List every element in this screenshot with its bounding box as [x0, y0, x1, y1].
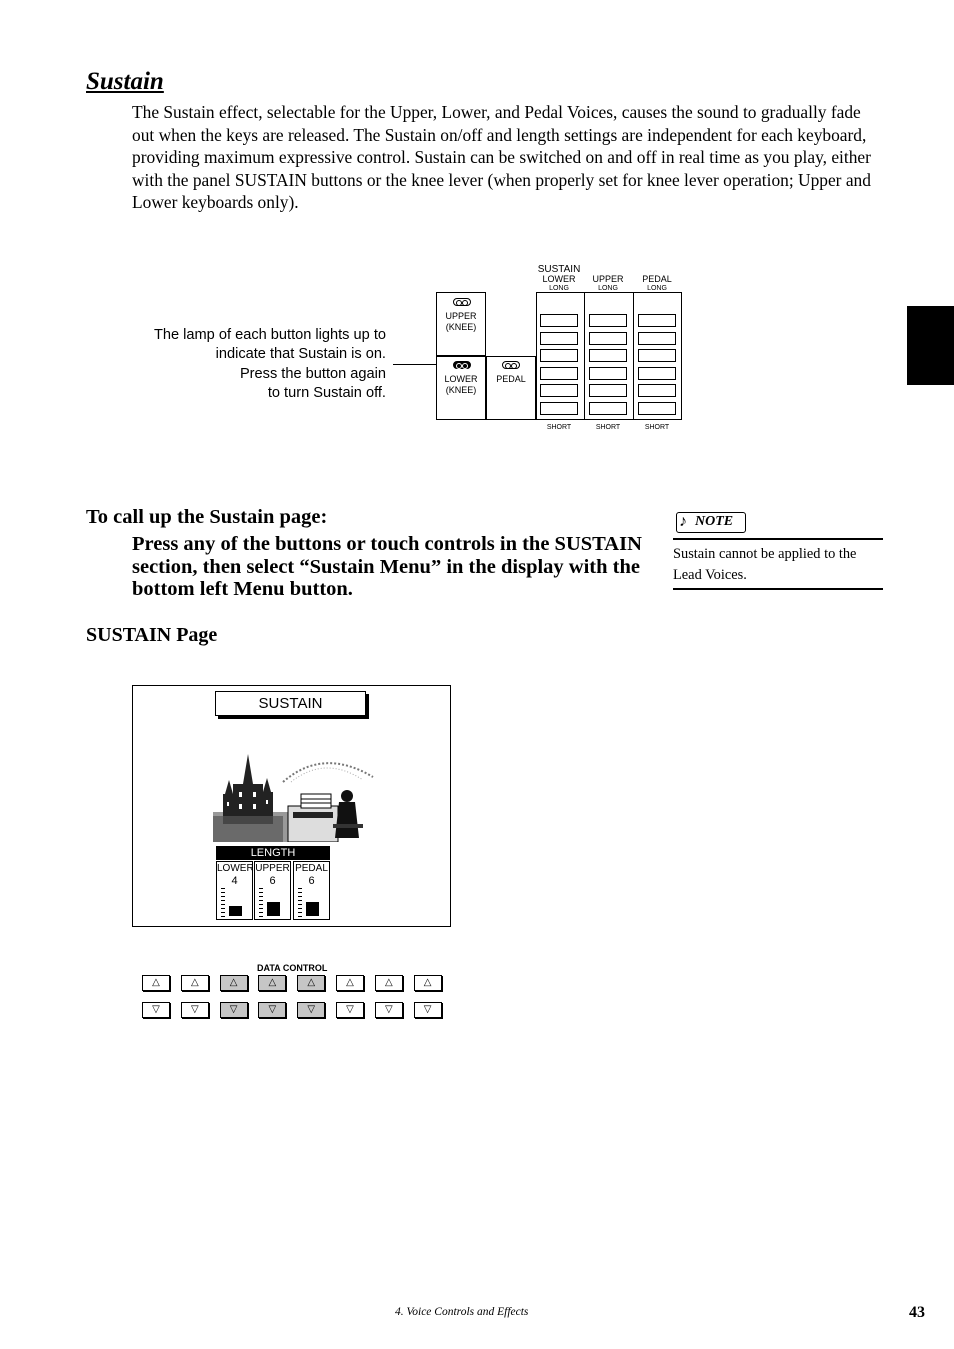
callout-line-4: to turn Sustain off. [267, 385, 386, 402]
meter-scale [298, 888, 302, 918]
callout-line-2: indicate that Sustain is on. [215, 346, 386, 363]
upper-meter-fill [267, 902, 280, 916]
upper-length-slot[interactable] [589, 314, 627, 327]
note-label: NOTE [695, 514, 734, 529]
data-control-up-button-6[interactable]: △ [336, 975, 364, 991]
data-control-down-button-1[interactable]: ▽ [142, 1002, 170, 1018]
pedal-length-meter[interactable] [293, 861, 330, 920]
upper-lamp-icon [453, 298, 471, 306]
upper-meter-value: 6 [269, 875, 276, 887]
meter-scale [221, 888, 225, 918]
lower-knee-label-1: LOWER [444, 374, 478, 384]
step-heading: To call up the Sustain page: [86, 506, 328, 528]
music-note-icon: ♪ [679, 513, 687, 530]
lower-column-name: LOWER [542, 274, 576, 284]
upper-length-slot[interactable] [589, 367, 627, 380]
panel-spacer [486, 292, 536, 356]
lower-length-slot[interactable] [540, 332, 578, 345]
pedal-long-label: LONG [647, 285, 667, 292]
data-control-up-button-7[interactable]: △ [375, 975, 403, 991]
callout-line-1: The lamp of each button lights up to [153, 327, 386, 343]
pedal-short-label: SHORT [644, 424, 670, 431]
section-title: Sustain [86, 68, 164, 95]
lower-meter-value: 4 [231, 875, 238, 887]
pedal-meter-value: 6 [308, 875, 315, 887]
note-text: Sustain cannot be applied to the Lead Voices. [673, 546, 857, 583]
lower-long-label: LONG [549, 285, 569, 292]
lower-meter-name: LOWER [217, 863, 254, 874]
data-control-up-button-4[interactable]: △ [258, 975, 286, 991]
upper-length-slot[interactable] [589, 384, 627, 397]
lower-length-slot[interactable] [540, 384, 578, 397]
lower-length-slot[interactable] [540, 402, 578, 415]
lower-lamp-icon [453, 361, 471, 369]
pedal-lamp-icon [502, 361, 520, 369]
data-control-down-button-4[interactable]: ▽ [258, 1002, 286, 1018]
lower-meter-fill [229, 906, 242, 916]
intro-paragraph: The Sustain effect, selectable for the Upper, Lower, and Pedal Voices, causes the sound to gradually fade out when the keys are released. The Sustain on/off and length settings are independent for each keyboard, providing maximum expressive control. Sustain can be switched on and off in real time as you play, either with the panel SUSTAIN buttons or the knee lever (when properly set for knee lever operation; Upper and Lower keyboards only). [132, 102, 871, 213]
lower-knee-button[interactable] [436, 356, 486, 420]
pedal-column-name: PEDAL [642, 274, 672, 284]
pedal-length-slot[interactable] [638, 349, 676, 362]
pedal-meter-name: PEDAL [295, 863, 328, 874]
data-control-down-button-8[interactable]: ▽ [414, 1002, 442, 1018]
lower-knee-label-2: (KNEE) [445, 385, 477, 395]
lower-length-slot[interactable] [540, 367, 578, 380]
data-control-up-button-5[interactable]: △ [297, 975, 325, 991]
note-rule-top [673, 538, 883, 540]
callout-line-3: Press the button again [239, 365, 386, 382]
data-control-down-button-6[interactable]: ▽ [336, 1002, 364, 1018]
data-control-up-button-2[interactable]: △ [181, 975, 209, 991]
lower-length-slot[interactable] [540, 349, 578, 362]
upper-column-name: UPPER [592, 274, 624, 284]
upper-long-label: LONG [598, 285, 618, 292]
upper-column-head [584, 275, 632, 293]
lamp-callout [100, 326, 386, 404]
sustain-panel-illustration [436, 292, 682, 420]
lower-length-slot[interactable] [540, 314, 578, 327]
lower-column-head [535, 275, 583, 293]
sustain-page-heading: SUSTAIN Page [86, 624, 218, 646]
pedal-length-slot[interactable] [638, 332, 676, 345]
pedal-length-slot[interactable] [638, 314, 676, 327]
pedal-button[interactable] [486, 356, 536, 420]
meter-scale [259, 888, 263, 918]
upper-knee-button[interactable] [436, 292, 486, 356]
data-control-label: DATA CONTROL [257, 963, 328, 973]
footer-section-title: 4. Voice Controls and Effects [395, 1306, 529, 1318]
data-control-down-button-2[interactable]: ▽ [181, 1002, 209, 1018]
lower-length-meter[interactable] [216, 861, 253, 920]
upper-length-slot[interactable] [589, 349, 627, 362]
data-control-down-button-3[interactable]: ▽ [220, 1002, 248, 1018]
pedal-length-slot[interactable] [638, 402, 676, 415]
lower-short-label: SHORT [546, 424, 572, 431]
step-instruction: Press any of the buttons or touch controls in the SUSTAIN section, then select “Sustain Menu” in the display with the bottom left Menu button. [132, 533, 642, 600]
upper-length-meter[interactable] [254, 861, 291, 920]
note-rule-bottom [673, 588, 883, 590]
column-divider [633, 292, 634, 420]
upper-meter-name: UPPER [255, 863, 290, 874]
upper-knee-label-1: UPPER [445, 311, 477, 321]
upper-knee-label-2: (KNEE) [445, 322, 477, 332]
data-control-up-button-1[interactable]: △ [142, 975, 170, 991]
castle-organist-illustration-icon [213, 752, 383, 842]
chapter-thumb-tab [907, 306, 954, 385]
data-control-down-button-7[interactable]: ▽ [375, 1002, 403, 1018]
panel-section-label: SUSTAIN [537, 264, 581, 275]
lcd-title: SUSTAIN [215, 691, 366, 716]
data-control-up-button-8[interactable]: △ [414, 975, 442, 991]
upper-short-label: SHORT [595, 424, 621, 431]
pedal-label: PEDAL [496, 374, 526, 384]
pedal-meter-fill [306, 902, 319, 916]
pedal-length-slot[interactable] [638, 367, 676, 380]
length-bar: LENGTH [216, 846, 330, 860]
column-divider [584, 292, 585, 420]
data-control-down-button-5[interactable]: ▽ [297, 1002, 325, 1018]
page-number: 43 [909, 1304, 925, 1321]
upper-length-slot[interactable] [589, 402, 627, 415]
upper-length-slot[interactable] [589, 332, 627, 345]
data-control-up-button-3[interactable]: △ [220, 975, 248, 991]
pedal-column-head [633, 275, 681, 293]
pedal-length-slot[interactable] [638, 384, 676, 397]
